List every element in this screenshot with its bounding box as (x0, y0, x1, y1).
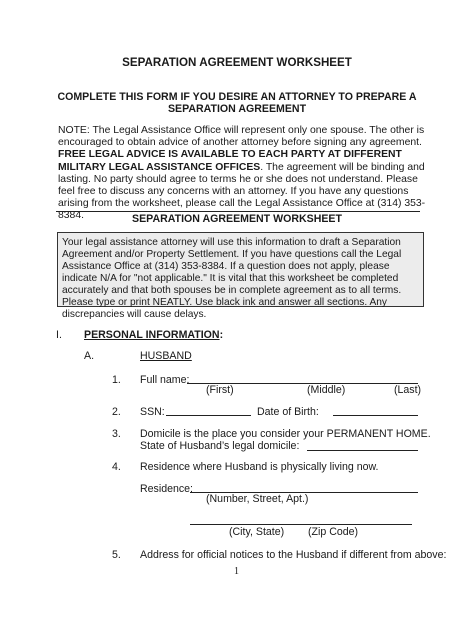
residence-text: Residence where Husband is physically living now. (140, 461, 379, 473)
page-number: 1 (234, 566, 239, 577)
document-title: SEPARATION AGREEMENT WORKSHEET (122, 56, 352, 69)
section-heading (84, 329, 223, 341)
zip-code-hint: (Zip Code) (308, 526, 359, 538)
full-name-label: Full name: (140, 374, 190, 386)
item-number: 1. (112, 374, 121, 386)
section-divider (56, 211, 420, 212)
instructions-text: Your legal assistance attorney will use this information to draft a Separation Agreement and/or Property Settlement. If you have questions call the Legal Assistance Office at (314) 353-8384. If a question does not apply, please indicate N/A for "not applicable." It is vital that this worksheet be completed accurately and that both spouses be in complete agreement as to all terms. Please type or print NEATLY. Use black ink and answer all sections. Any discrepancies will cause delays. (62, 237, 402, 320)
section-heading-text: PERSONAL INFORMATION (84, 329, 220, 341)
date-of-birth-label: Date of Birth: (257, 406, 319, 418)
note-text-part-1: NOTE: The Legal Assistance Office will represent only one spouse. The other is encouraged to obtain advice of another attorney before signing any agreement. (58, 125, 425, 149)
ssn-label: SSN: (140, 406, 165, 418)
residence-street-hint: (Number, Street, Apt.) (206, 493, 309, 505)
first-name-hint: (First) (206, 384, 234, 396)
item-number: 3. (112, 428, 121, 440)
ssn-field[interactable] (166, 415, 251, 416)
note-text-bold: FREE LEGAL ADVICE IS AVAILABLE TO EACH PARTY AT DIFFERENT MILITARY LEGAL ASSISTANCE OFFICES (58, 149, 402, 173)
subsection-letter: A. (84, 350, 95, 362)
middle-name-hint: (Middle) (307, 384, 346, 396)
residence-label: Residence: (140, 483, 193, 495)
item-number: 5. (112, 549, 121, 561)
note-paragraph (58, 125, 426, 223)
domicile-text: Domicile is the place you consider your PERMANENT HOME. (140, 428, 431, 440)
residence-city-state-zip-field[interactable] (190, 524, 412, 525)
section-heading-colon: : (219, 329, 224, 341)
item-number: 4. (112, 461, 121, 473)
city-state-hint: (City, State) (229, 526, 285, 538)
section-numeral: I. (56, 329, 62, 341)
domicile-state-field[interactable] (307, 450, 418, 451)
official-notices-text: Address for official notices to the Husband if different from above: (140, 549, 447, 561)
section-title: SEPARATION AGREEMENT WORKSHEET (132, 213, 342, 225)
document-subtitle-line-2: SEPARATION AGREEMENT (167, 103, 307, 115)
note-text-part-2: . The agreement will be binding and lasting. No party should agree to terms he or she does not understand. Please feel free to discuss any concerns with an attorney. If you have any questions arising from the worksheet, please call the Legal Assistance Office at (314) 353-8384. (58, 161, 426, 222)
domicile-state-label: State of Husband’s legal domicile: (140, 440, 300, 452)
date-of-birth-field[interactable] (333, 415, 418, 416)
subsection-heading: HUSBAND (140, 350, 192, 362)
item-number: 2. (112, 406, 121, 418)
document-subtitle-line-1: COMPLETE THIS FORM IF YOU DESIRE AN ATTORNEY TO PREPARE A (57, 91, 417, 103)
last-name-hint: (Last) (394, 384, 422, 396)
instructions-box (57, 232, 424, 320)
